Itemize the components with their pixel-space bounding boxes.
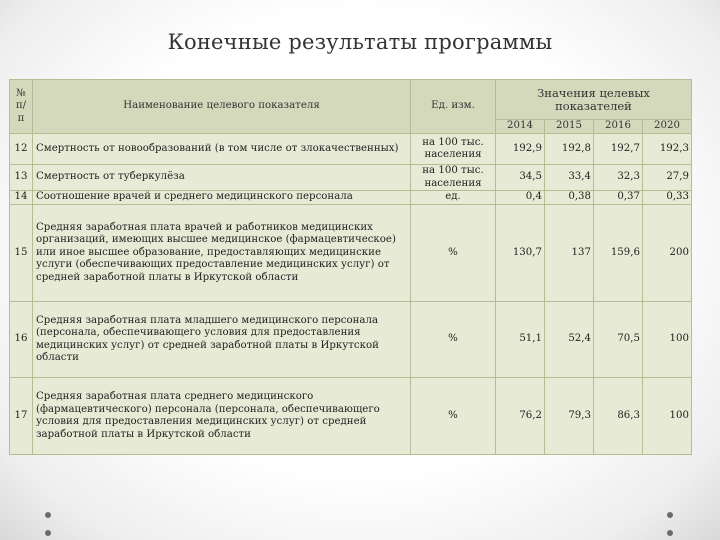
table-row (10, 165, 692, 191)
row-value: 0,37 (594, 191, 643, 205)
corner-dot-decoration (45, 512, 51, 518)
row-value: 0,4 (496, 191, 545, 205)
row-unit: на 100 тыс. населения (411, 165, 496, 191)
table-row (10, 205, 692, 302)
row-value: 0,38 (545, 191, 594, 205)
row-num: 16 (10, 302, 33, 378)
row-name: Смертность от новообразований (в том числе от злокачественных) (33, 134, 411, 165)
header-year: 2014 (496, 120, 545, 134)
header-unit: Ед. изм. (411, 80, 496, 134)
row-name: Средняя заработная плата врачей и работников медицинских организаций, имеющих высшее медицинское (фармацевтическое) или иное высшее образование, предоставляющих медицинские услуги (обеспечивающих предоставление медицинских услуг) от средней заработной платы в Иркутской области (33, 205, 411, 302)
row-value: 34,5 (496, 165, 545, 191)
row-num: 17 (10, 378, 33, 455)
table-row (10, 302, 692, 378)
row-value: 192,7 (594, 134, 643, 165)
row-value: 70,5 (594, 302, 643, 378)
row-value: 79,3 (545, 378, 594, 455)
header-values: Значения целевых показателей (496, 80, 692, 120)
row-num: 14 (10, 191, 33, 205)
row-name: Средняя заработная плата младшего медицинского персонала (персонала, обеспечивающего условия для предоставления медицинских услуг) от средней заработной платы в Иркутской области (33, 302, 411, 378)
row-value: 130,7 (496, 205, 545, 302)
header-year: 2016 (594, 120, 643, 134)
header-num: № п/п (10, 80, 33, 134)
row-value: 100 (643, 378, 692, 455)
header-year: 2015 (545, 120, 594, 134)
table-row (10, 378, 692, 455)
row-unit: % (411, 378, 496, 455)
header-name: Наименование целевого показателя (33, 80, 411, 134)
corner-dot-decoration (45, 530, 51, 536)
table-row (10, 191, 692, 205)
corner-dot-decoration (667, 512, 673, 518)
header-year: 2020 (643, 120, 692, 134)
row-value: 76,2 (496, 378, 545, 455)
row-unit: % (411, 205, 496, 302)
row-value: 27,9 (643, 165, 692, 191)
row-unit: на 100 тыс. населения (411, 134, 496, 165)
row-num: 13 (10, 165, 33, 191)
row-name: Средняя заработная плата среднего медицинского (фармацевтического) персонала (персонала, обеспечивающего условия для предоставления медицинских услуг) от средней заработной платы в Иркутской области (33, 378, 411, 455)
row-value: 52,4 (545, 302, 594, 378)
row-value: 192,9 (496, 134, 545, 165)
row-value: 192,3 (643, 134, 692, 165)
table-row (10, 134, 692, 165)
row-name: Соотношение врачей и среднего медицинского персонала (33, 191, 411, 205)
row-unit: ед. (411, 191, 496, 205)
row-unit: % (411, 302, 496, 378)
row-value: 200 (643, 205, 692, 302)
row-value: 192,8 (545, 134, 594, 165)
row-value: 86,3 (594, 378, 643, 455)
row-name: Смертность от туберкулёза (33, 165, 411, 191)
results-table (9, 79, 692, 455)
slide-title: Конечные результаты программы (167, 30, 553, 54)
corner-dot-decoration (667, 530, 673, 536)
row-value: 100 (643, 302, 692, 378)
row-value: 33,4 (545, 165, 594, 191)
row-value: 159,6 (594, 205, 643, 302)
row-value: 32,3 (594, 165, 643, 191)
row-value: 0,33 (643, 191, 692, 205)
row-num: 15 (10, 205, 33, 302)
row-num: 12 (10, 134, 33, 165)
row-value: 137 (545, 205, 594, 302)
row-value: 51,1 (496, 302, 545, 378)
